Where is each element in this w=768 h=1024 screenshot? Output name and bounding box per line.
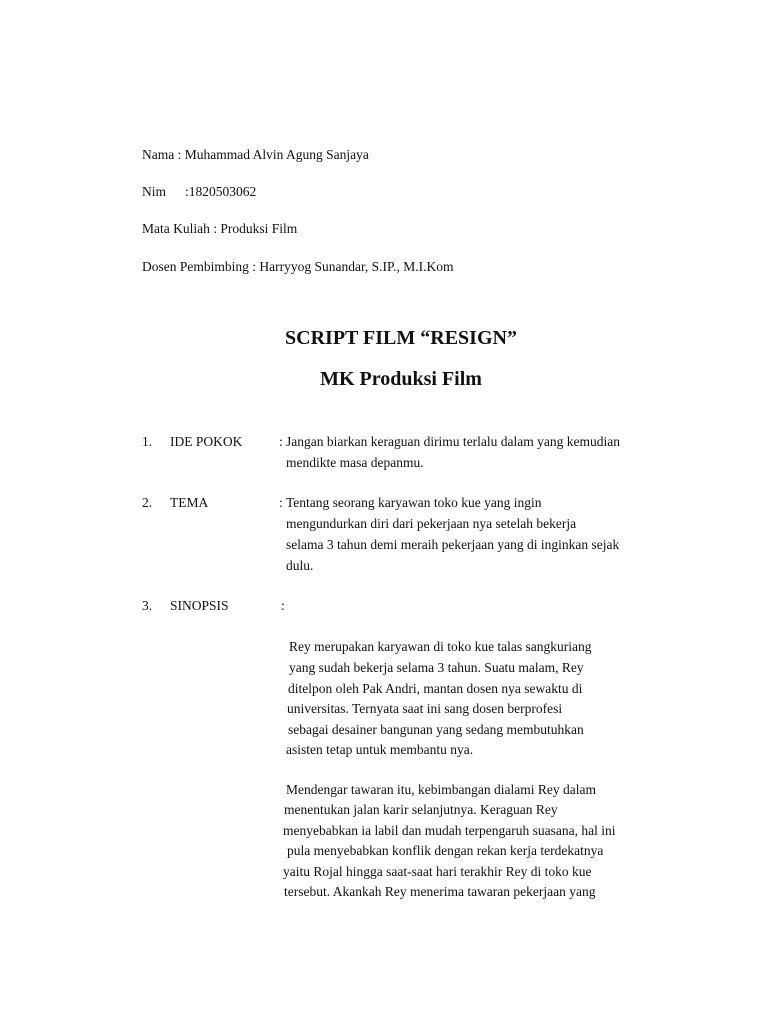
synopsis-line: asisten tetap untuk membantu nya.	[286, 742, 474, 757]
supervisor-name: Dosen Pembimbing : Harryyog Sunandar, S.IP., M.I.Kom	[142, 259, 454, 274]
synopsis-line: tersebut. Akankah Rey menerima tawaran pekerjaan yang	[284, 884, 596, 899]
text-line: dulu.	[286, 558, 314, 573]
text-line: Tentang seorang karyawan toko kue yang ingin	[286, 495, 542, 510]
text-line: selama 3 tahun demi meraih pekerjaan yang di inginkan sejak	[286, 537, 620, 552]
section-colon: :	[281, 598, 285, 613]
section-label-tema: TEMA	[170, 495, 209, 510]
synopsis-line: sebagai desainer bangunan yang sedang membutuhkan	[288, 722, 584, 737]
synopsis-line: yang sudah bekerja selama 3 tahun. Suatu malam, Rey	[289, 660, 584, 675]
document-title: SCRIPT FILM “RESIGN”	[285, 327, 517, 349]
section-colon: :	[279, 434, 283, 449]
text-line: mendikte masa depanmu.	[286, 455, 424, 470]
section-label-ide-pokok: IDE POKOK	[170, 434, 243, 449]
text-line: Jangan biarkan keraguan dirimu terlalu dalam yang kemudian	[286, 434, 621, 449]
synopsis-line: universitas. Ternyata saat ini sang dosen berprofesi	[287, 701, 563, 716]
synopsis-line: ditelpon oleh Pak Andri, mantan dosen nya sewaktu di	[288, 681, 583, 696]
course-name: Mata Kuliah : Produksi Film	[142, 221, 298, 236]
synopsis-line: Mendengar tawaran itu, kebimbangan dialami Rey dalam	[286, 782, 597, 797]
student-nim-label: Nim	[142, 184, 167, 199]
section-number: 1.	[142, 434, 153, 449]
section-number: 3.	[142, 598, 153, 613]
section-number: 2.	[142, 495, 153, 510]
synopsis-line: menyebabkan ia labil dan mudah terpengaruh suasana, hal ini	[283, 823, 616, 838]
student-name: Nama : Muhammad Alvin Agung Sanjaya	[142, 147, 369, 162]
synopsis-line: Rey merupakan karyawan di toko kue talas sangkuriang	[289, 639, 592, 654]
section-colon: :	[279, 495, 283, 510]
document-subtitle: MK Produksi Film	[320, 368, 482, 390]
synopsis-line: yaitu Rojal hingga saat-saat hari terakhir Rey di toko kue	[283, 864, 592, 879]
student-nim-value: :1820503062	[185, 184, 257, 199]
synopsis-line: menentukan jalan karir selanjutnya. Keraguan Rey	[284, 802, 558, 817]
section-label-sinopsis: SINOPSIS	[170, 598, 229, 613]
text-line: mengundurkan diri dari pekerjaan nya setelah bekerja	[286, 516, 577, 531]
synopsis-line: pula menyebabkan konflik dengan rekan kerja terdekatnya	[287, 843, 604, 858]
